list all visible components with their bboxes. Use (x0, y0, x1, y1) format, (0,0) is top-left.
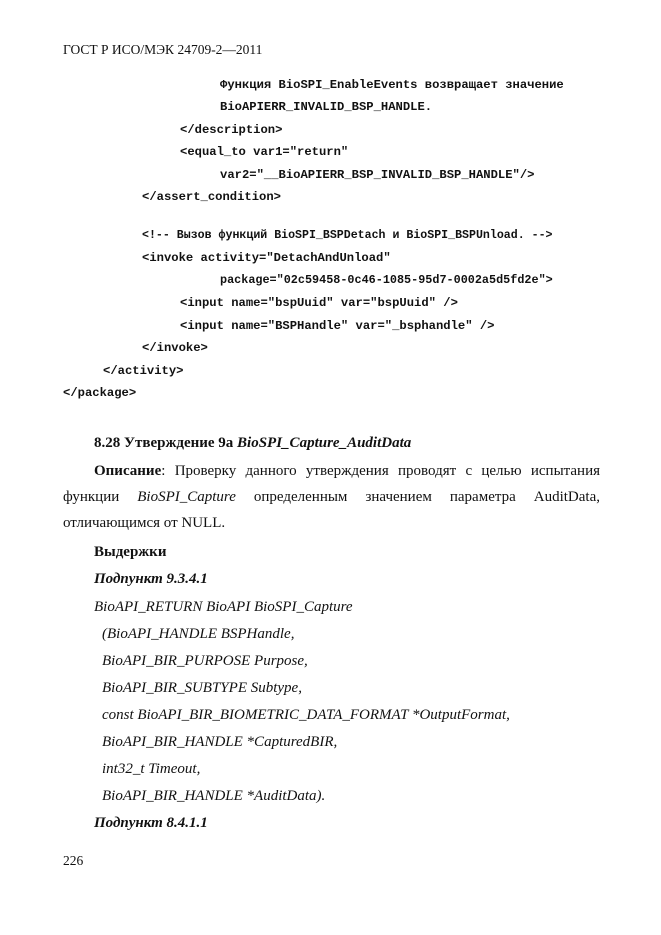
subclause-heading: Подпункт 9.3.4.1 (94, 571, 208, 587)
code-line: <invoke activity="DetachAndUnload" (142, 251, 391, 265)
code-line: </description> (180, 123, 283, 137)
signature-line: int32_t Timeout, (102, 761, 201, 777)
function-name: BioSPI_Capture (137, 489, 236, 505)
page-number: 226 (63, 853, 84, 868)
running-header: ГОСТ Р ИСО/МЭК 24709-2—2011 (63, 42, 263, 57)
excerpts-heading: Выдержки (94, 544, 167, 560)
signature-line: BioAPI_RETURN BioAPI BioSPI_Capture (94, 599, 353, 615)
code-line: </activity> (103, 364, 184, 378)
code-line: </package> (63, 386, 137, 400)
description-text: определенным значением параметра AuditData, отличающимся от NULL. (63, 489, 600, 531)
description-paragraph (63, 458, 600, 536)
signature-line: BioAPI_BIR_HANDLE *AuditData). (102, 788, 326, 804)
code-line: <input name="bspUuid" var="bspUuid" /> (180, 296, 458, 310)
code-line: package="02c59458-0c46-1085-95d7-0002a5d5fd2e"> (220, 273, 553, 287)
signature-line: BioAPI_BIR_SUBTYPE Subtype, (102, 680, 302, 696)
code-line: <input name="BSPHandle" var="_bsphandle" /> (180, 319, 495, 333)
code-line: </assert_condition> (142, 190, 281, 204)
code-line: </invoke> (142, 341, 208, 355)
code-line: <equal_to var1="return" (180, 145, 349, 159)
signature-line: (BioAPI_HANDLE BSPHandle, (102, 626, 295, 642)
code-line: BioAPIERR_INVALID_BSP_HANDLE. (220, 100, 433, 114)
signature-line: BioAPI_BIR_HANDLE *CapturedBIR, (102, 734, 338, 750)
description-label: Описание (94, 463, 162, 479)
code-line: var2="__BioAPIERR_BSP_INVALID_BSP_HANDLE"/> (220, 168, 535, 182)
description-text: : Проверку данного утверждения проводят с целью испытания функции (63, 463, 600, 505)
section-heading (94, 436, 411, 451)
signature-line: const BioAPI_BIR_BIOMETRIC_DATA_FORMAT *OutputFormat, (102, 707, 510, 723)
section-number: 8.28 Утверждение 9а (94, 435, 238, 451)
subclause-heading: Подпункт 8.4.1.1 (94, 815, 208, 831)
signature-line: BioAPI_BIR_PURPOSE Purpose, (102, 653, 308, 669)
code-line: Функция BioSPI_EnableEvents возвращает значение (220, 78, 564, 92)
section-title: BioSPI_Capture_AuditData (237, 435, 412, 451)
code-line: <!-- Вызов функций BioSPI_BSPDetach и BioSPI_BSPUnload. --> (142, 229, 553, 242)
